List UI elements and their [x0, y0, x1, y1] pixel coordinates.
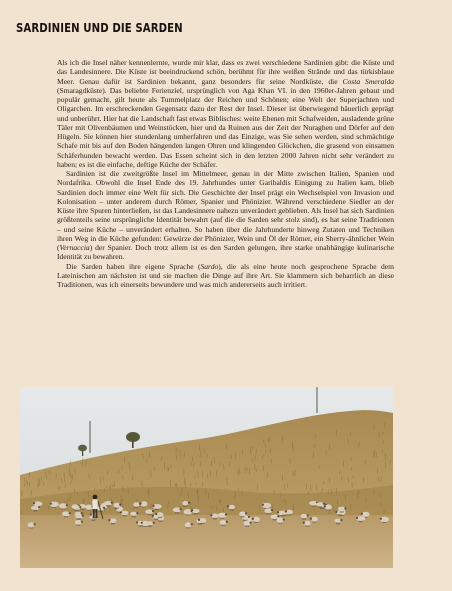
landscape-photo	[20, 387, 393, 568]
paragraph-3-emphasis: Sardo	[200, 261, 219, 271]
tree-crown	[126, 432, 140, 442]
tree-crown-left	[78, 445, 87, 452]
paragraph-1-emphasis: Costa Smeralda	[342, 76, 394, 86]
paragraph-2-text-b: ) der Spanier. Doch trotz allem ist es den Sarden gelungen, ihre starke unabhängige kulinarische Identität zu bewahren.	[57, 243, 394, 262]
paragraph-1-text-b: (Smaragdküste). Das beliebte Ferienziel, ursprünglich von Aga Khan VI. in den 1960er-Jahren gebaut und populär gemacht, gilt heute als Tummelplatz der Reichen und Schönen; eine Welt der Superjachten und Oligarchen. Im erschreckenden Gegensatz dazu der Rest der Insel. Dieser ist überwiegend bäuerlich geprägt und unberührt. Hier hat die Landschaft fast etwas Biblisches: weite Ebenen mit Schafweiden, ausladende grüne Täler mit Olivenbäumen und Weinstöcken, hier und da Ruinen aus der Zeit der Nuraghen und Dörfer auf den Hügeln. Sie können hier stundenlang umherfahren und das Einzige, was Sie sehen werden, sind schmächtige Schafe mit bis auf den Boden hängenden langen Ohren und klingenden Glöckchen, die grasend von einsamen Schäferhunden bewacht werden. Das Essen scheint sich in den letzten 2000 Jahren nicht sehr verändert zu haben; es ist die einfache, deftige Küche der Schäfer.	[57, 85, 394, 169]
paragraph-2	[57, 169, 394, 262]
paragraph-3-text-b: ), die als eine heute noch gesprochene Sprache dem Lateinischen am nächsten ist und sie machen die Dinge auf ihre Art. Sie klammern sich beharrlich an diese Traditionen, was ich einerseits bewundere und was mich andererseits auch irritiert.	[57, 261, 394, 289]
body-text	[57, 58, 394, 289]
page-heading: SARDINIEN UND DIE SARDEN	[16, 20, 183, 35]
paragraph-3-text-a: Die Sarden haben ihre eigene Sprache (	[66, 261, 201, 271]
paragraph-2-emphasis: Vernaccia	[59, 243, 90, 252]
landscape-photo-illustration	[20, 387, 393, 568]
paragraph-1-text-a: Als ich die Insel näher kennenlernte, wurde mir klar, dass es zwei verschiedene Sardinien gibt: die Küste und das Landesinnere. Die Küste ist beeindruckend schön, berühmt für ihre weißen Strände und das türkisblaue Meer. Genau dafür ist Sardinien bekannt, ganz besonders für seine Nordküste, die	[57, 58, 394, 86]
paragraph-2-text-a: Sardinien ist die zweitgrößte Insel im Mittelmeer, genau in der Mitte zwischen Italien, Spanien und Nordafrika. Obwohl die Insel Ende des 19. Jahrhundes unter Garibaldis Einigung zu Italien kam, blieb Sardinien doch immer eine Welt für sich. Die Geschichte der Insel prägt ein Wechselspiel von Invasion und Kolonisation – unter anderem durch Römer, Spanier und Phönizier. Während verschiedene Siedler an der Küste ihre Spuren hinterließen, ist das Landesinnere nahezu unverändert geblieben. Als Insel hat sich Sardinien größtenteils seine ursprüngliche Identität bewahrt (auf die die Sarden sehr stolz sind), es hat seine Traditionen – und seine Küche – unverändert erhalten. So haben über die Jahrhunderte hinweg Zutaten und Techniken ihren Weg in die Küche gefunden: Gewürze der Phönizier, Wein und Öl der Römer, ein Sherry-ähnlicher Wein (	[57, 169, 394, 252]
paragraph-1	[57, 58, 394, 169]
paragraph-3	[57, 262, 394, 290]
